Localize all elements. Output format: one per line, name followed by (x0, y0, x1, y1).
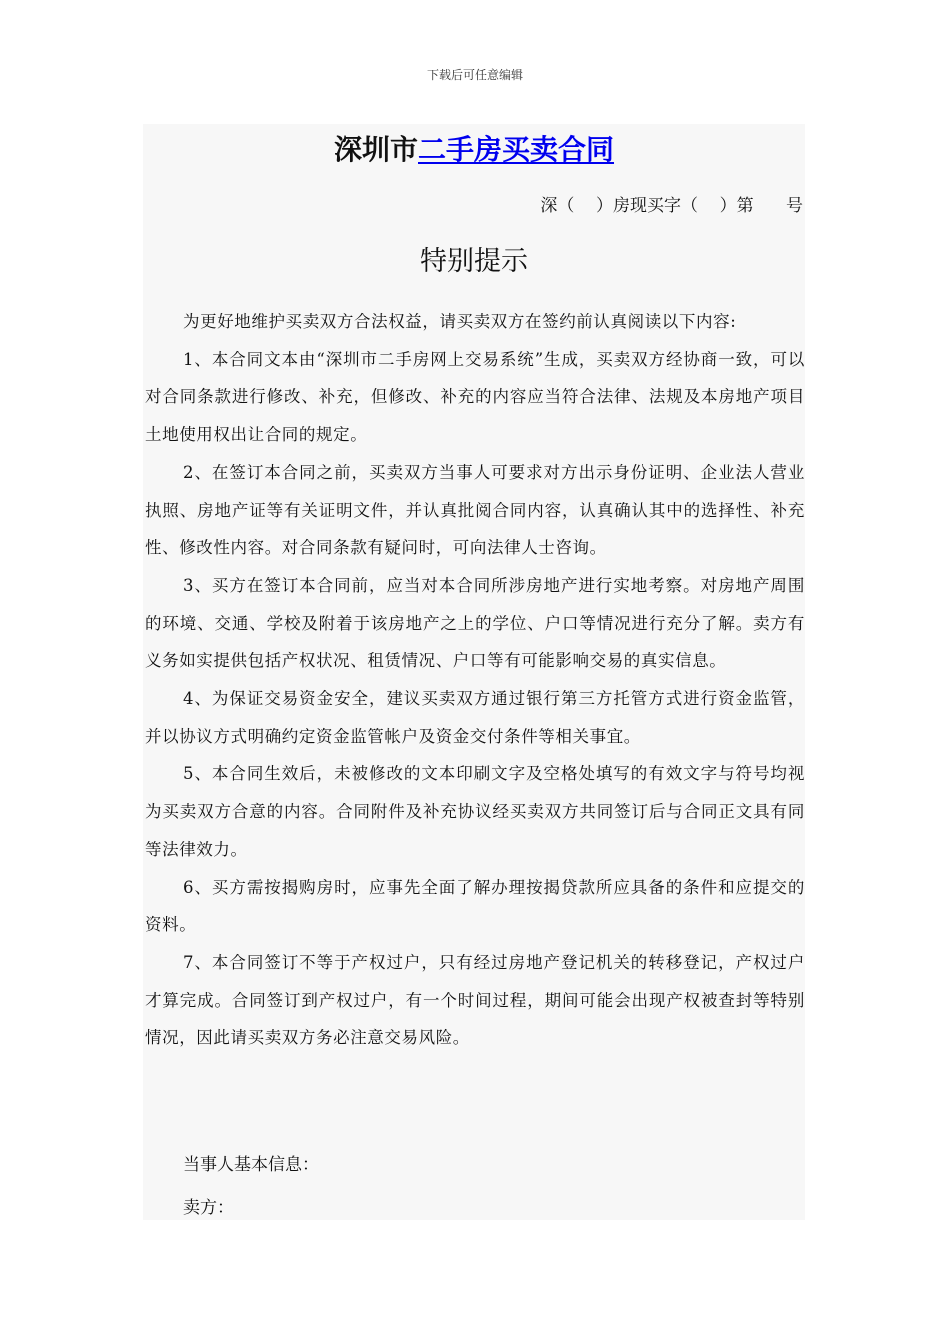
header-note: 下载后可任意编辑 (426, 68, 523, 82)
document-number: 深（ ）房现买字（ ）第 号 (540, 196, 803, 216)
notice-item-5: 5、本合同生效后，未被修改的文本印刷文字及空格处填写的有效文字与符号均视为买卖双方合意的内容。合同附件及补充协议经买卖双方共同签订后与合同正文具有同等法律效力。 (145, 764, 805, 859)
seller-label: 卖方： (183, 1198, 234, 1218)
notice-body (145, 303, 805, 1057)
intro-paragraph: 为更好地维护买卖双方合法权益，请买卖双方在签约前认真阅读以下内容: (183, 312, 737, 331)
notice-item-6: 6、买方需按揭购房时，应事先全面了解办理按揭贷款所应具备的条件和应提交的资料。 (145, 877, 805, 935)
section-title: 特别提示 (420, 246, 528, 277)
notice-item-1: 1、本合同文本由“深圳市二手房网上交易系统”生成，买卖双方经协商一致，可以对合同条款进行修改、补充，但修改、补充的内容应当符合法律、法规及本房地产项目土地使用权出让合同的规定。 (145, 349, 805, 445)
notice-item-3: 3、买方在签订本合同前，应当对本合同所涉房地产进行实地考察。对房地产周围的环境、交通、学校及附着于该房地产之上的学位、户口等情况进行充分了解。卖方有义务如实提供包括产权状况、租赁情况、户口等有可能影响交易的真实信息。 (145, 575, 805, 671)
notice-item-7: 7、本合同签订不等于产权过户，只有经过房地产登记机关的转移登记，产权过户才算完成。合同签订到产权过户，有一个时间过程，期间可能会出现产权被查封等特别情况，因此请买卖双方务必注意交易风险。 (145, 952, 805, 1048)
document-title (143, 132, 805, 168)
title-prefix: 深圳市 (333, 133, 418, 166)
notice-item-4: 4、为保证交易资金安全，建议买卖双方通过银行第三方托管方式进行资金监管，并以协议方式明确约定资金监管帐户及资金交付条件等相关事宜。 (145, 689, 805, 746)
title-link[interactable]: 二手房买卖合同 (418, 133, 615, 166)
notice-item-2: 2、在签订本合同之前，买卖双方当事人可要求对方出示身份证明、企业法人营业执照、房地产证等有关证明文件，并认真批阅合同内容，认真确认其中的选择性、补充性、修改性内容。对合同条款有疑问时，可向法律人士咨询。 (145, 462, 805, 558)
parties-info-heading: 当事人基本信息： (183, 1155, 319, 1175)
